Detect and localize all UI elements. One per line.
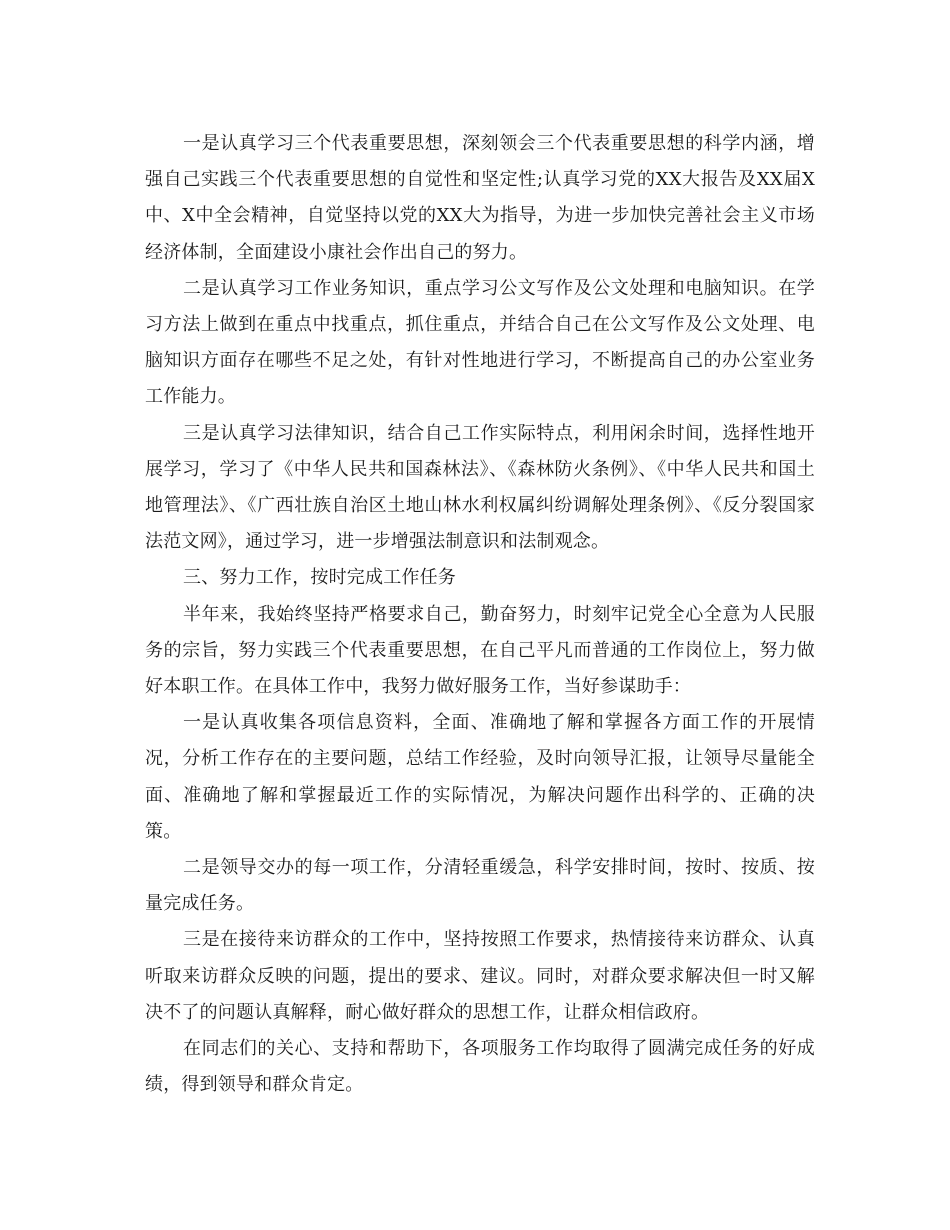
paragraph-receive-visitors: 三是在接待来访群众的工作中，坚持按照工作要求，热情接待来访群众、认真听取来访群众反映的问题，提出的要求、建议。同时，对群众要求解决但一时又解决不了的问题认真解释，耐心做好群众的思想工作，让群众相信政府。 [145, 929, 815, 1023]
paragraph-collect-info: 一是认真收集各项信息资料，全面、准确地了解和掌握各方面工作的开展情况，分析工作存在的主要问题，总结工作经验，及时向领导汇报，让领导尽量能全面、准确地了解和掌握最近工作的实际情况，为解决问题作出科学的、正确的决策。 [145, 712, 815, 842]
paragraph-study-business: 二是认真学习工作业务知识，重点学习公文写作及公文处理和电脑知识。在学习方法上做到在重点中找重点，抓住重点，并结合自己在公文写作及公文处理、电脑知识方面存在哪些不足之处，有针对性地进行学习，不断提高自己的办公室业务工作能力。 [145, 277, 815, 408]
paragraph-study-theory: 一是认真学习三个代表重要思想，深刻领会三个代表重要思想的科学内涵，增强自己实践三个代表重要思想的自觉性和坚定性;认真学习党的XX大报告及XX届X中、X中全会精神，自觉坚持以党的XX大为指导，为进一步加快完善社会主义市场经济体制，全面建设小康社会作出自己的努力。 [145, 133, 815, 263]
paragraph-conclusion: 在同志们的关心、支持和帮助下，各项服务工作均取得了圆满完成任务的好成绩，得到领导和群众肯定。 [145, 1038, 815, 1096]
paragraph-leader-tasks: 二是领导交办的每一项工作，分清轻重缓急，科学安排时间，按时、按质、按量完成任务。 [145, 857, 815, 915]
section-heading-work: 三、努力工作，按时完成工作任务 [183, 567, 456, 589]
paragraph-half-year: 半年来，我始终坚持严格要求自己，勤奋努力，时刻牢记党全心全意为人民服务的宗旨，努力实践三个代表重要思想，在自己平凡而普通的工作岗位上，努力做好本职工作。在具体工作中，我努力做好服务工作，当好参谋助手： [145, 603, 815, 698]
paragraph-study-law: 三是认真学习法律知识，结合自己工作实际特点，利用闲余时间，选择性地开展学习，学习了《中华人民共和国森林法》、《森林防火条例》、《中华人民共和国土地管理法》、《广西壮族自治区土地山林水利权属纠纷调解处理条例》、《反分裂国家法范文网》，通过学习，进一步增强法制意识和法制观念。 [145, 422, 815, 553]
document-body [145, 126, 815, 1103]
